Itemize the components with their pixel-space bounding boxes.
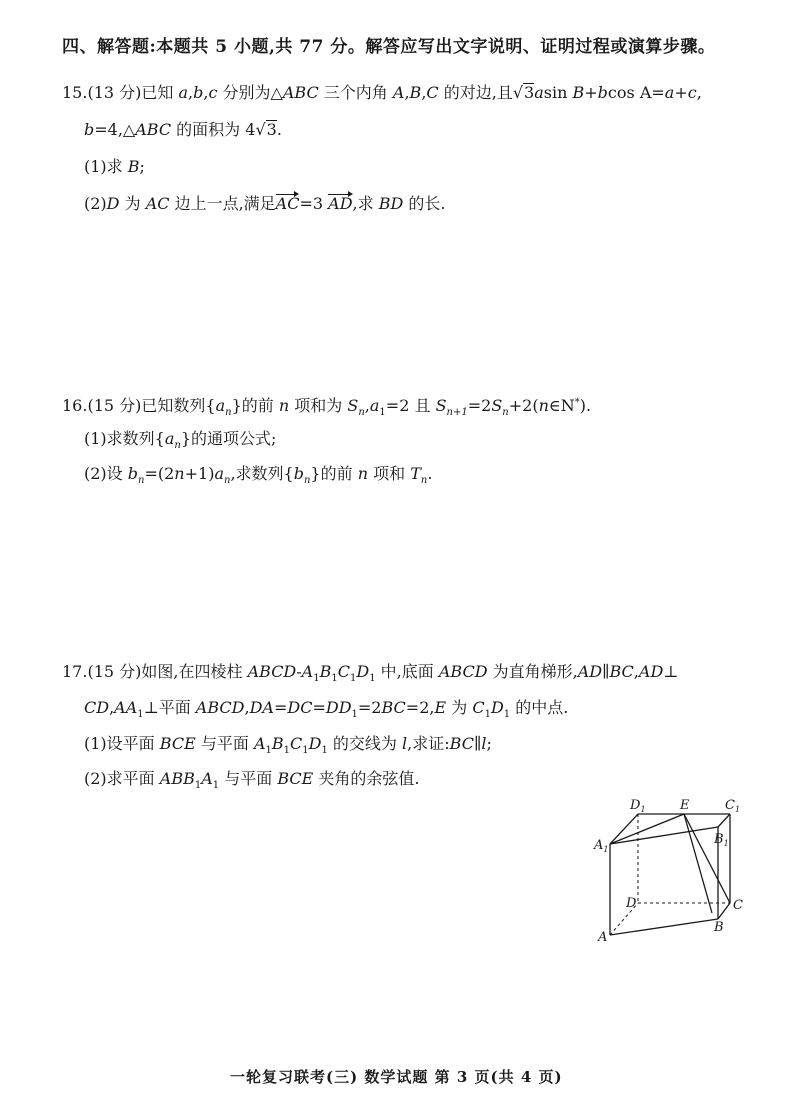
var-C: C xyxy=(290,734,303,753)
comma: , xyxy=(203,83,209,102)
segment-AA1: AA xyxy=(114,698,138,717)
segment-BC: BC xyxy=(449,734,474,753)
var-A: A xyxy=(301,662,314,681)
line-l: l xyxy=(402,734,408,753)
q16-text: =2 且 xyxy=(385,396,436,415)
var-D: D xyxy=(490,698,504,717)
q16-part2-text: ,求数列{ xyxy=(230,464,294,483)
plane-BCE: BCE xyxy=(277,769,314,788)
section-heading xyxy=(62,36,715,58)
var-a: a xyxy=(215,396,226,415)
var-a: a xyxy=(164,429,175,448)
var-D: D xyxy=(356,662,370,681)
perpendicular-symbol: ⊥ xyxy=(663,662,679,681)
edge-A1-B1 xyxy=(610,827,718,844)
sqrt-radicand: 3 xyxy=(266,120,277,139)
q16-part2-text: (2)设 xyxy=(84,464,128,483)
label-B: B xyxy=(714,920,724,935)
subscript: 1 xyxy=(194,780,202,791)
equals: = xyxy=(273,698,288,717)
var-b: b xyxy=(84,120,95,139)
q15-part2-text: 为 xyxy=(119,194,146,213)
comma: , xyxy=(404,83,410,102)
q17-text: ⊥平面 xyxy=(143,698,196,717)
footer-text: 一轮复习联考(三) 数学试题 第 3 页(共 4 页) xyxy=(230,1068,563,1086)
var-a: a xyxy=(534,83,544,102)
subscript: 1 xyxy=(313,673,320,684)
var-a: a xyxy=(369,396,380,415)
q15-text: sin xyxy=(543,83,573,102)
subscript: 1 xyxy=(484,709,491,720)
subscript: 1 xyxy=(350,673,357,684)
var-A: A xyxy=(201,769,213,788)
var-D: D xyxy=(106,194,120,213)
q15-stem-line2 xyxy=(84,119,282,141)
var-C: C xyxy=(426,83,439,102)
period: . xyxy=(276,120,282,139)
subscript: 1 xyxy=(137,709,144,720)
q17-stem-line1 xyxy=(62,661,678,690)
var-B: B xyxy=(572,83,585,102)
q16-part2-text: 项和 xyxy=(368,464,411,483)
q17-text: 的中点. xyxy=(510,698,569,717)
q17-part1-text: 与平面 xyxy=(195,734,254,753)
prism-base: ABCD xyxy=(247,662,297,681)
sqrt-sign: √ xyxy=(255,120,266,139)
q17-text: 为 xyxy=(446,698,473,717)
q16-part1-text: (1)求数列{ xyxy=(84,429,165,448)
var-a: a xyxy=(664,83,675,102)
q16-part1 xyxy=(84,428,276,457)
q15-text: 已知 xyxy=(141,83,179,102)
var-n: n xyxy=(538,396,549,415)
plane-BCE: BCE xyxy=(159,734,196,753)
segment-DC: DC xyxy=(287,698,313,717)
q15-part1 xyxy=(84,156,145,178)
var-T: T xyxy=(410,464,421,483)
q17-text: 为直角梯形, xyxy=(487,662,578,681)
q17-text: 如图,在四棱柱 xyxy=(141,662,248,681)
plus: + xyxy=(584,83,598,102)
label-A: A xyxy=(598,930,608,945)
q17-number: 17.(15 分) xyxy=(62,662,142,681)
var-n: n xyxy=(174,464,185,483)
segment-CD: CD xyxy=(84,698,110,717)
q15-part2-text: =3 xyxy=(299,194,329,213)
line-l: l xyxy=(481,734,487,753)
sqrt-radicand: 3 xyxy=(524,83,535,102)
var-A: A xyxy=(253,734,266,753)
plane-ABCD: ABCD xyxy=(195,698,245,717)
triangle-abc: ABC xyxy=(282,83,319,102)
var-S: S xyxy=(491,396,503,415)
subscript: n xyxy=(303,475,311,486)
q16-text: +2( xyxy=(508,396,539,415)
segment-BC: BC xyxy=(609,662,634,681)
comma: , xyxy=(696,83,702,102)
subscript: 1 xyxy=(265,745,272,756)
label-A1: $A_1$ xyxy=(594,838,609,854)
label-C1: $C_1$ xyxy=(725,798,741,814)
subscript: n xyxy=(174,440,181,451)
superscript: * xyxy=(574,397,580,408)
q17-part1-text: ,求证: xyxy=(407,734,450,753)
edge-A-B xyxy=(610,919,718,935)
q16-part2 xyxy=(84,463,432,492)
comma: , xyxy=(421,83,427,102)
q16-text: ). xyxy=(579,396,592,415)
var-B: B xyxy=(271,734,284,753)
var-b: b xyxy=(193,83,204,102)
period: . xyxy=(427,464,433,483)
q15-text: 的对边,且 xyxy=(438,83,513,102)
sqrt-sign: √ xyxy=(512,83,524,102)
label-B1: $B_1$ xyxy=(714,832,729,848)
var-S: S xyxy=(435,396,447,415)
comma: , xyxy=(633,662,639,681)
label-D: D xyxy=(626,896,637,911)
segment-AD: AD xyxy=(638,662,664,681)
q17-text: =2 xyxy=(357,698,382,717)
subscript: n xyxy=(223,475,231,486)
subscript: 1 xyxy=(321,745,328,756)
label-E: E xyxy=(680,798,690,813)
page-footer xyxy=(230,1066,563,1088)
q17-part1-text: (1)设平面 xyxy=(84,734,160,753)
var-D: D xyxy=(308,734,322,753)
equals: = xyxy=(312,698,326,717)
edge-A1-D1 xyxy=(610,814,638,844)
q16-part2-text: +1) xyxy=(184,464,215,483)
label-C: C xyxy=(733,898,743,913)
comma: , xyxy=(364,396,370,415)
q17-text: 中,底面 xyxy=(375,662,439,681)
dash: - xyxy=(296,662,302,681)
subscript: 1 xyxy=(212,780,220,791)
var-n: n xyxy=(278,396,290,415)
var-b: b xyxy=(597,83,608,102)
subscript: 1 xyxy=(503,709,511,720)
segment-AC: AC xyxy=(145,194,170,213)
q16-text: 已知数列{ xyxy=(141,396,216,415)
subscript: n xyxy=(358,407,365,418)
edge-A1-E xyxy=(610,814,684,844)
q16-text: }的前 xyxy=(231,396,279,415)
q15-part2 xyxy=(84,193,446,215)
q16-text: =2 xyxy=(467,396,492,415)
q17-part2-text: 夹角的余弦值. xyxy=(313,769,420,788)
subscript: n xyxy=(420,475,428,486)
q15-text: =4,△ xyxy=(94,120,136,139)
q15-text: 分别为△ xyxy=(217,83,283,102)
triangle-abc: ABC xyxy=(135,120,172,139)
q15-part2-text: ,求 xyxy=(352,194,379,213)
q16-part2-text: }的前 xyxy=(310,464,358,483)
var-A: A xyxy=(392,83,405,102)
subscript: 1 xyxy=(302,745,309,756)
subscript: 1 xyxy=(351,709,358,720)
segment-DD1: DD xyxy=(325,698,352,717)
subscript: n+1 xyxy=(446,407,468,418)
subscript: 1 xyxy=(283,745,291,756)
label-D1: $D_1$ xyxy=(630,798,646,814)
parallel-symbol: ∥ xyxy=(473,734,482,753)
edge-E-C xyxy=(684,814,730,903)
var-b: b xyxy=(293,464,304,483)
var-c: c xyxy=(687,83,697,102)
q15-text: cos A= xyxy=(607,83,665,102)
var-B: B xyxy=(409,83,422,102)
segment-BC: BC xyxy=(381,698,406,717)
var-c: c xyxy=(208,83,218,102)
comma: , xyxy=(244,698,250,717)
var-B: B xyxy=(127,157,140,176)
plus: + xyxy=(674,83,688,102)
subscript: n xyxy=(502,407,509,418)
subscript: 1 xyxy=(331,673,338,684)
q15-stem-line1 xyxy=(62,82,702,104)
q16-stem-line1 xyxy=(62,392,591,424)
q17-part2-text: 与平面 xyxy=(219,769,278,788)
vector-AC: AC xyxy=(275,194,300,213)
subscript: n xyxy=(138,475,145,486)
q15-part1-text: (1)求 xyxy=(84,157,128,176)
q17-part1-text: ; xyxy=(486,734,492,753)
q17-part1 xyxy=(84,733,492,762)
q15-number: 15.(13 分) xyxy=(62,83,142,102)
subscript: 1 xyxy=(369,673,376,684)
edge-C1-B1 xyxy=(718,814,730,827)
q16-part1-text: }的通项公式; xyxy=(180,429,277,448)
segment-BD: BD xyxy=(378,194,404,213)
comma: , xyxy=(188,83,194,102)
var-S: S xyxy=(347,396,359,415)
q17-part1-text: 的交线为 xyxy=(327,734,403,753)
var-C: C xyxy=(472,698,485,717)
var-a: a xyxy=(178,83,189,102)
subscript: n xyxy=(225,407,232,418)
q16-text: ∈N xyxy=(548,396,575,415)
edge-B-C xyxy=(718,903,730,919)
parallel-symbol: ∥ xyxy=(602,662,610,681)
var-n: n xyxy=(357,464,369,483)
var-a: a xyxy=(214,464,224,483)
segment-AD: AD xyxy=(577,662,603,681)
plane-ABB1A1: ABB xyxy=(159,769,195,788)
q15-text: 的面积为 4 xyxy=(171,120,256,139)
q16-part2-text: =(2 xyxy=(144,464,175,483)
q15-part2-text: (2) xyxy=(84,194,107,213)
q17-part2-text: (2)求平面 xyxy=(84,769,160,788)
var-b: b xyxy=(127,464,139,483)
q16-number: 16.(15 分) xyxy=(62,396,142,415)
q16-text: 项和为 xyxy=(289,396,348,415)
subscript: 1 xyxy=(379,407,386,418)
q17-part2 xyxy=(84,768,420,797)
q17-stem-line2 xyxy=(84,697,568,726)
segment-DA: DA xyxy=(249,698,274,717)
comma: , xyxy=(109,698,115,717)
q17-text: =2, xyxy=(405,698,435,717)
var-C: C xyxy=(337,662,350,681)
q15-text: 三个内角 xyxy=(318,83,393,102)
plane-ABCD: ABCD xyxy=(438,662,488,681)
point-E: E xyxy=(434,698,447,717)
q15-part2-text: 边上一点,满足 xyxy=(169,194,276,213)
prism-figure xyxy=(590,795,750,945)
q15-part1-text: ; xyxy=(139,157,145,176)
section-title: 四、解答题:本题共 5 小题,共 77 分。解答应写出文字说明、证明过程或演算步骤。 xyxy=(62,37,716,57)
vector-AD: AD xyxy=(328,194,353,213)
var-B: B xyxy=(319,662,332,681)
q15-part2-text: 的长. xyxy=(403,194,446,213)
